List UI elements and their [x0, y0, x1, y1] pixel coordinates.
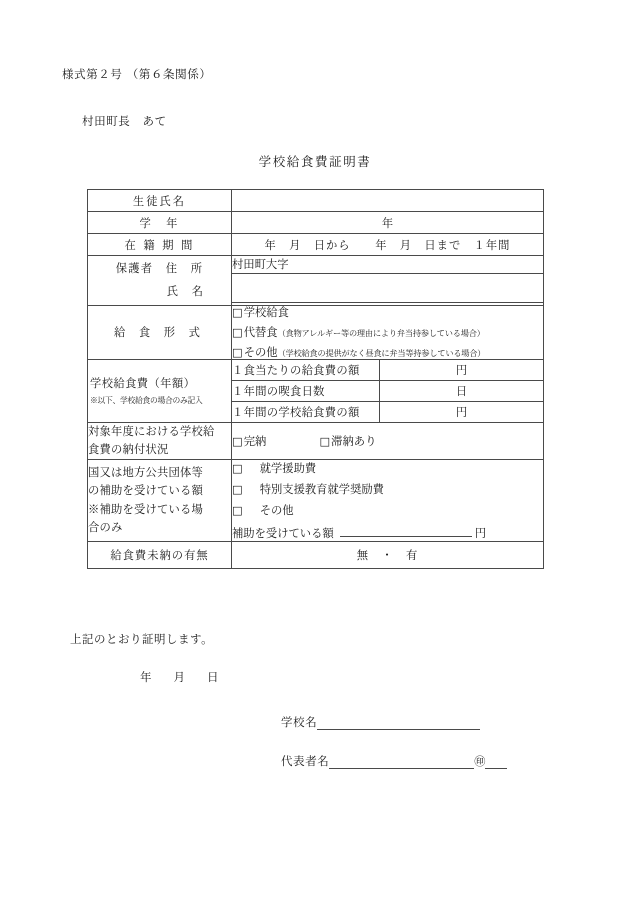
school-name-field[interactable]: [317, 715, 480, 730]
subsidy-label: [88, 460, 232, 542]
table-row-payment-status: [88, 422, 544, 459]
checkbox-icon[interactable]: □: [232, 325, 243, 339]
student-name-value[interactable]: [232, 190, 544, 212]
payment-status-label: [88, 422, 232, 459]
fee-item-unit[interactable]: 円: [380, 359, 544, 380]
table-row-fee-per-meal: [88, 359, 544, 380]
meal-option-other[interactable]: [232, 346, 543, 359]
date-year-label: 年: [140, 670, 152, 684]
table-row-enrollment-period: [88, 234, 544, 256]
unpaid-label: 給食費未納の有無: [88, 542, 232, 569]
subsidy-amount-field[interactable]: [340, 523, 472, 537]
subsidy-option-school-aid[interactable]: [232, 460, 543, 476]
checkbox-icon[interactable]: □: [232, 435, 243, 449]
payment-option-arrears[interactable]: [319, 433, 376, 449]
subsidy-label-line2: の補助を受けている額: [88, 484, 203, 498]
date-month-label: 月: [173, 670, 185, 684]
subsidy-label-line3: ※補助を受けている場: [88, 502, 203, 516]
representative-field[interactable]: [329, 754, 474, 769]
guardian-name-field[interactable]: [232, 285, 543, 303]
table-row-student-name: [88, 190, 544, 212]
meal-option-label: その他: [243, 345, 278, 359]
date-line[interactable]: [140, 669, 219, 685]
student-name-label: 生徒氏名: [88, 190, 232, 212]
unpaid-options[interactable]: 無 ・ 有: [232, 542, 544, 569]
payment-option-label: 完納: [243, 435, 267, 449]
meal-style-label: 給 食 形 式: [88, 306, 232, 360]
checkbox-icon[interactable]: □: [232, 483, 243, 497]
meal-option-label: 代替食: [243, 325, 278, 339]
fee-item-label: １年間の学校給食費の額: [232, 401, 380, 422]
fee-item-unit[interactable]: 日: [380, 380, 544, 401]
payment-status-label-line1: 対象年度における学校給: [88, 424, 215, 438]
checkbox-icon[interactable]: □: [232, 345, 243, 359]
meal-option-school-lunch[interactable]: [232, 306, 543, 319]
table-row-unpaid: [88, 542, 544, 569]
table-row-guardian: [88, 256, 544, 306]
subsidy-option-special-support[interactable]: [232, 481, 543, 497]
guardian-address-label: 保護者 住 所: [115, 262, 204, 276]
subsidy-option-label: 就学援助費: [259, 462, 317, 476]
subsidy-options: [232, 460, 544, 542]
school-name-signature[interactable]: [281, 714, 480, 730]
certificate-table: [87, 189, 544, 569]
subsidy-amount-row: [232, 527, 486, 540]
guardian-label: [88, 256, 232, 306]
fee-item-unit[interactable]: 円: [380, 401, 544, 422]
form-number: 様式第２号 （第６条関係）: [62, 67, 212, 81]
table-row-meal-style: [88, 306, 544, 360]
checkbox-icon[interactable]: □: [232, 462, 243, 476]
checkbox-icon[interactable]: □: [232, 504, 243, 518]
payment-status-label-line2: 食費の納付状況: [88, 443, 169, 457]
checkbox-icon[interactable]: □: [232, 306, 243, 319]
subsidy-amount-unit: 円: [474, 527, 486, 541]
page-title: 学校給食費証明書: [258, 154, 372, 169]
representative-label: 代表者名: [281, 754, 330, 768]
meal-option-label: 学校給食: [243, 306, 289, 319]
subsidy-amount-label: 補助を受けている額: [232, 527, 334, 541]
payment-option-paid[interactable]: [232, 433, 266, 449]
checkbox-icon[interactable]: □: [319, 435, 331, 449]
guardian-name-label: 氏 名: [166, 284, 205, 298]
certification-statement: 上記のとおり証明します。: [70, 632, 214, 646]
date-day-label: 日: [207, 670, 219, 684]
fee-item-label: １食当たりの給食費の額: [232, 359, 380, 380]
grade-value[interactable]: 年: [232, 212, 544, 234]
addressee-line: 村田町長 あて: [82, 114, 167, 128]
subsidy-label-line4: 合のみ: [88, 520, 123, 534]
guardian-value-cell: [232, 256, 544, 306]
subsidy-option-label: その他: [259, 504, 294, 518]
annual-fee-title: 学校給食費（年額）: [90, 377, 196, 391]
enrollment-period-label: 在 籍 期 間: [88, 234, 232, 256]
table-row-subsidy: [88, 460, 544, 542]
meal-option-note: （学校給食の提供がなく昼食に弁当等持参している場合）: [277, 347, 486, 358]
meal-option-note: （食物アレルギー等の理由により弁当持参している場合）: [277, 327, 485, 338]
school-name-label: 学校名: [281, 715, 318, 729]
meal-option-substitute[interactable]: [232, 326, 543, 339]
payment-status-options: [232, 422, 544, 459]
representative-signature[interactable]: [281, 753, 507, 769]
annual-fee-label: [88, 359, 232, 422]
seal-icon: ㊞: [474, 755, 486, 768]
grade-label: 学 年: [88, 212, 232, 234]
seal-rule: [485, 754, 507, 769]
annual-fee-note: ※以下、学校給食の場合のみ記入: [90, 396, 203, 406]
table-row-grade: [88, 212, 544, 234]
subsidy-option-other[interactable]: [232, 502, 543, 518]
payment-option-label: 滞納あり: [331, 435, 377, 449]
meal-style-options: [232, 306, 544, 360]
fee-item-label: １年間の喫食日数: [232, 380, 380, 401]
guardian-address-field[interactable]: 村田町大字: [232, 256, 543, 274]
subsidy-label-line1: 国又は地方公共団体等: [88, 465, 203, 479]
enrollment-period-value[interactable]: 年 月 日から 年 月 日まで １年間: [232, 234, 544, 256]
subsidy-option-label: 特別支援教育就学奨励費: [259, 483, 384, 497]
